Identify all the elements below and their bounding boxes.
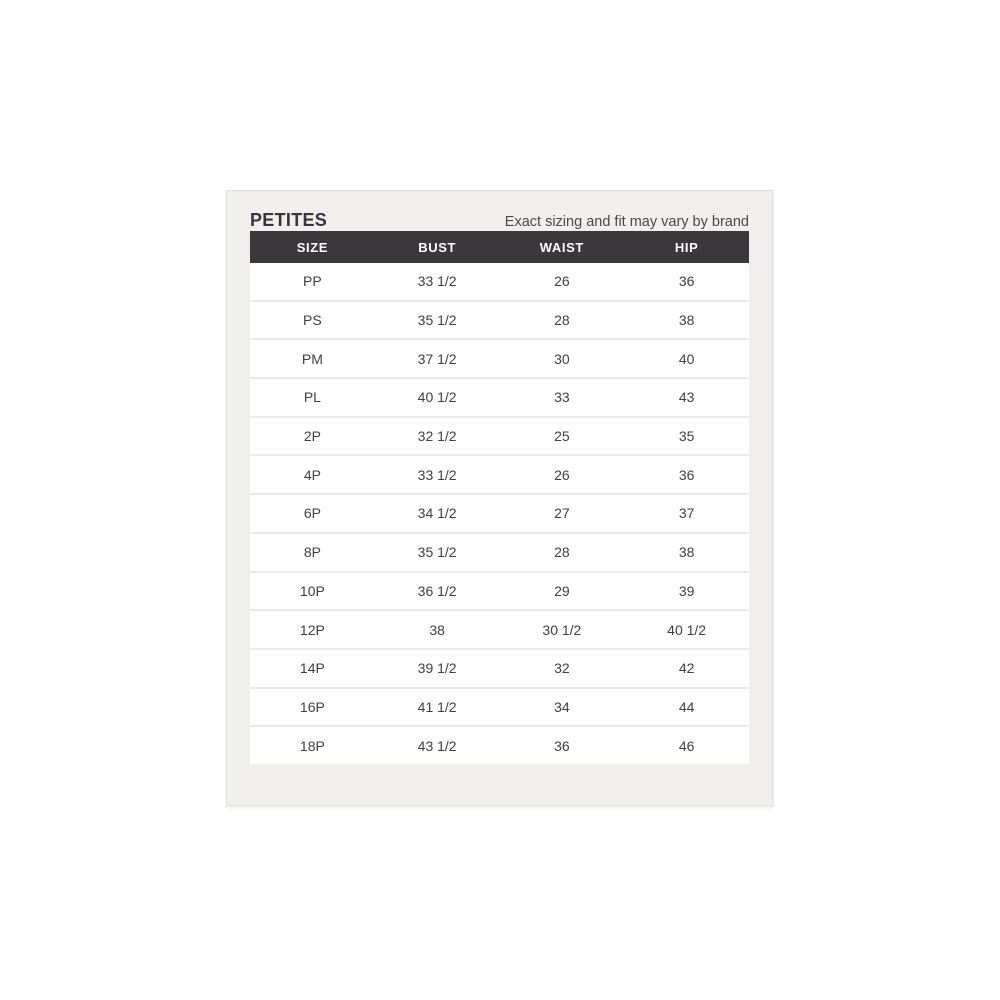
- cell-size: 8P: [303, 544, 321, 561]
- cell-hip: 35: [678, 428, 695, 445]
- cell-bust: 35 1/2: [417, 312, 457, 329]
- cell-bust: 34 1/2: [417, 505, 457, 522]
- table-row: [250, 650, 749, 689]
- cell-size: 14P: [299, 660, 325, 677]
- cell-bust: 32 1/2: [417, 428, 457, 445]
- table-row: [250, 689, 749, 728]
- cell-hip: 42: [678, 660, 695, 677]
- cell-size: PL: [303, 389, 321, 406]
- cell-waist: 30: [554, 350, 570, 367]
- cell-waist: 36: [554, 737, 570, 754]
- cell-bust: 43 1/2: [417, 737, 457, 754]
- cell-bust: 40 1/2: [417, 389, 457, 406]
- cell-size: 16P: [299, 698, 325, 715]
- cell-size: 6P: [303, 505, 321, 522]
- cell-waist: 25: [554, 428, 570, 445]
- table-row: [250, 379, 749, 418]
- cell-hip: 37: [678, 505, 695, 522]
- table-row: [250, 534, 749, 573]
- size-chart-table: [250, 231, 749, 764]
- cell-hip: 44: [678, 698, 695, 715]
- table-row: [250, 495, 749, 534]
- table-row: [250, 418, 749, 457]
- cell-size: 2P: [303, 428, 321, 445]
- table-row: [250, 456, 749, 495]
- cell-hip: 40 1/2: [667, 621, 707, 638]
- cell-size: PS: [303, 312, 322, 329]
- cell-size: 18P: [299, 737, 325, 754]
- cell-waist: 33: [554, 389, 570, 406]
- column-header-waist: WAIST: [539, 239, 584, 255]
- cell-hip: 40: [678, 350, 695, 367]
- cell-waist: 34: [554, 698, 570, 715]
- cell-hip: 36: [678, 466, 695, 483]
- cell-size: 12P: [299, 621, 325, 638]
- cell-waist: 26: [554, 466, 570, 483]
- cell-bust: 33 1/2: [417, 273, 457, 290]
- cell-size: 4P: [303, 466, 321, 483]
- table-row: [250, 263, 749, 302]
- cell-size: PM: [301, 350, 323, 367]
- cell-hip: 46: [678, 737, 695, 754]
- cell-bust: 38: [429, 621, 445, 638]
- cell-hip: 39: [678, 582, 695, 599]
- column-header-hip: HIP: [674, 239, 699, 255]
- table-row: [250, 573, 749, 612]
- table-row: [250, 302, 749, 341]
- table-row: [250, 340, 749, 379]
- cell-hip: 38: [678, 312, 695, 329]
- table-body: [250, 263, 749, 764]
- size-chart-card: [226, 190, 773, 806]
- cell-bust: 37 1/2: [417, 350, 457, 367]
- cell-hip: 38: [678, 544, 695, 561]
- cell-waist: 27: [554, 505, 570, 522]
- sizing-disclaimer: Exact sizing and fit may vary by brand: [504, 214, 749, 230]
- cell-waist: 30 1/2: [542, 621, 582, 638]
- cell-bust: 39 1/2: [417, 660, 457, 677]
- cell-waist: 26: [554, 273, 570, 290]
- card-header: [227, 191, 772, 231]
- cell-waist: 32: [554, 660, 570, 677]
- cell-bust: 35 1/2: [417, 544, 457, 561]
- cell-waist: 28: [554, 544, 570, 561]
- chart-title: PETITES: [250, 210, 328, 230]
- column-header-bust: BUST: [418, 239, 457, 255]
- cell-bust: 33 1/2: [417, 466, 457, 483]
- cell-size: PP: [303, 273, 322, 290]
- cell-size: 10P: [299, 582, 325, 599]
- table-row: [250, 611, 749, 650]
- cell-waist: 29: [554, 582, 570, 599]
- cell-hip: 36: [678, 273, 695, 290]
- table-header-row: [250, 231, 749, 263]
- column-header-size: SIZE: [296, 239, 329, 255]
- cell-hip: 43: [678, 389, 695, 406]
- cell-waist: 28: [554, 312, 570, 329]
- cell-bust: 36 1/2: [417, 582, 457, 599]
- cell-bust: 41 1/2: [417, 698, 457, 715]
- table-row: [250, 727, 749, 764]
